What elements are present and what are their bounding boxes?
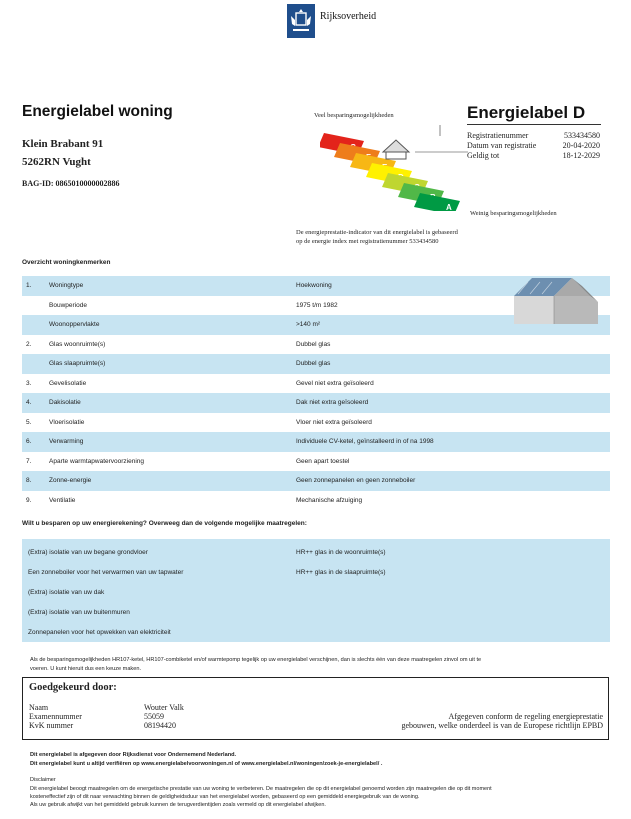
label-title-underline	[467, 124, 601, 125]
corner-house-icon	[510, 276, 602, 328]
table-row: 7. Aparte warmtapwatervoorziening Geen apart toestel	[26, 457, 350, 465]
measure-item: (Extra) isolatie van uw buitenmuren	[28, 609, 130, 616]
measure-item: (Extra) isolatie van uw begane grondvloer	[28, 549, 148, 556]
energy-label-graphic	[320, 121, 470, 211]
scale-low-text: Weinig besparingsmogelijkheden	[470, 210, 557, 217]
table-row: 6. Verwarming Individuele CV-ketel, geïnstalleerd in of na 1998	[22, 432, 610, 452]
registration-date-label: Datum van registratie	[467, 141, 537, 150]
bag-id: BAG-ID: 0865010000002886	[22, 179, 120, 188]
table-row: 2. Glas woonruimte(s) Dubbel glas	[26, 340, 331, 348]
scale-high-text: Veel besparingsmogelijkheden	[314, 112, 394, 119]
approval-title: Goedgekeurd door:	[29, 682, 117, 693]
table-row: 8. Zonne-energie Geen zonnepanelen en geen zonneboiler	[22, 471, 610, 491]
measure-item: HR++ glas in de slaapruimte(s)	[296, 569, 386, 576]
page-title: Energielabel woning	[22, 103, 173, 120]
issued-by-text: Dit energielabel is afgegeven door Rijksdienst voor Ondernemend Nederland.	[30, 752, 237, 758]
measures-note-line1: Als de besparingsmogelijkheden HR107-ketel, HR107-combiketel en/of warmtepomp tegelijk op uw energielabel verschijnen, dan is slechts één van deze maatregelen zinvol om uit te	[30, 657, 482, 663]
registration-number-value: 533434580	[564, 131, 600, 140]
label-band-letter: A	[446, 203, 452, 211]
approver-name-label: Naam	[29, 703, 49, 712]
disclaimer-title: Disclaimer	[30, 777, 56, 783]
exam-number-label: Examennummer	[29, 712, 82, 721]
table-row: 4. Dakisolatie Dak niet extra geïsoleerd	[22, 393, 610, 413]
measures-title: Wilt u besparen op uw energierekening? Overweeg dan de volgende mogelijke maatregelen:	[22, 520, 307, 527]
measure-item: Een zonneboiler voor het verwarmen van uw tapwater	[28, 569, 184, 576]
approver-name-value: Wouter Valk	[144, 703, 184, 712]
address-street: Klein Brabant 91	[22, 138, 104, 150]
measure-item: Zonnepanelen voor het opwekken van elektriciteit	[28, 629, 171, 636]
rijksoverheid-logo-icon	[287, 4, 315, 38]
valid-until-label: Geldig tot	[467, 151, 500, 160]
exam-number-value: 55059	[144, 712, 164, 721]
registration-date-value: 20-04-2020	[562, 141, 600, 150]
table-row: Glas slaapruimte(s) Dubbel glas	[22, 354, 610, 374]
table-row: 3. Gevelisolatie Gevel niet extra geïsoleerd	[26, 379, 374, 387]
conform-text-line2: gebouwen, welke onderdeel is van de Europese richtlijn EPBD	[401, 721, 603, 730]
table-row: Bouwperiode 1975 t/m 1982	[49, 301, 338, 309]
table-row: Woonoppervlakte >140 m²	[22, 315, 610, 335]
kvk-number-label: KvK nummer	[29, 721, 74, 730]
table-row: 5. Vloerisolatie Vloer niet extra geïsoleerd	[26, 418, 372, 426]
basis-text-line1: De energieprestatie-indicator van dit energielabel is gebaseerd	[296, 229, 458, 236]
table-row: 9. Ventilatie Mechanische afzuiging	[26, 496, 363, 504]
logo-text: Rijksoverheid	[320, 11, 377, 22]
verify-text: Dit energielabel kunt u altijd verifiëren op www.energielabelvoorwoningen.nl of www.energielabel.nl/woningen/zoek-je-energielabel/ .	[30, 761, 383, 767]
registration-number-label: Registratienummer	[467, 131, 529, 140]
disclaimer-line1: Dit energielabel beoogt maatregelen om de energetische prestatie van uw woning te verbeteren. De maatregelen die op dit energielabel genoemd worden zijn maatregelen die op dit moment	[30, 786, 492, 792]
measure-item: HR++ glas in de woonruimte(s)	[296, 549, 386, 556]
valid-until-value: 18-12-2029	[562, 151, 600, 160]
disclaimer-line3: Als uw gebruik afwijkt van het gemiddeld gebruik kunnen de terugverdientijden zoals vermeld op dit energielabel afwijken.	[30, 802, 326, 808]
basis-text-line2: op de energie index met registratienummer 533434580	[296, 238, 439, 245]
overview-title: Overzicht woningkenmerken	[22, 259, 111, 266]
address-postcode-city: 5262RN Vught	[22, 156, 91, 168]
measures-box	[22, 539, 610, 642]
measures-note-line2: voeren. U kunt hieruit dus een keuze maken.	[30, 666, 142, 672]
measure-item: (Extra) isolatie van uw dak	[28, 589, 105, 596]
house-marker-icon	[383, 140, 409, 159]
disclaimer-line2: kosteneffectief zijn of dit naar verwachting binnen de geldigheidsduur van het energielabel worden, gebaseerd op een gemiddeld energiegebruik van de woning.	[30, 794, 420, 800]
table-row: 1. Woningtype Hoekwoning	[22, 276, 610, 296]
conform-text-line1: Afgegeven conform de regeling energieprestatie	[448, 712, 603, 721]
kvk-number-value: 08194420	[144, 721, 176, 730]
label-title: Energielabel D	[467, 103, 586, 122]
